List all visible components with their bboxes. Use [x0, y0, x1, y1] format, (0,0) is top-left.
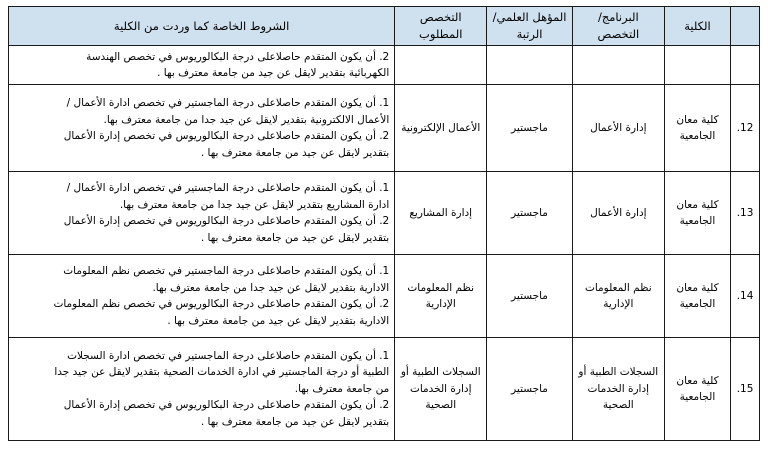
- condition-line: بتقدير لايقل عن جيد من جامعة معترف بها .: [200, 146, 390, 159]
- condition-line: الادارية بتقدير لايقل عن جيد من جامعة معترف بها .: [167, 314, 390, 327]
- condition-line: الطبية أو درجة الماجستير في ادارة الخدمات الصحية بتقدير لايقل عن جيد جدا: [54, 366, 390, 379]
- condition-line: بتقدير لايقل عن جيد من جامعة معترف بها .: [200, 231, 390, 244]
- row-faculty: كلية معان الجامعية: [664, 85, 730, 172]
- row-qualification: ماجستير: [487, 338, 573, 441]
- condition-line: ادارة المشاريع بتقدير لايقل عن جيد جدا من جامعة معترف بها.: [119, 198, 390, 211]
- row-number: [731, 46, 760, 85]
- row-number: 13.: [731, 172, 760, 255]
- condition-line: 2. أن يكون المتقدم حاصلاعلى درجة البكالوريوس في تخصص نظم المعلومات: [53, 298, 390, 310]
- table-row: [9, 46, 760, 85]
- condition-line: 1. أن يكون المتقدم حاصلاعلى درجة الماجستير في تخصص نظم المعلومات: [63, 265, 390, 277]
- condition-line: بتقدير لايقل عن جيد من جامعة معترف بها .: [200, 415, 390, 428]
- row-faculty: كلية معان الجامعية: [664, 338, 730, 441]
- row-specialization: [395, 46, 487, 85]
- row-specialization: إدارة المشاريع: [395, 172, 487, 255]
- row-specialization: السجلات الطبية أو إدارة الخدمات الصحية: [395, 338, 487, 441]
- row-qualification: ماجستير: [487, 172, 573, 255]
- row-conditions: [9, 46, 395, 85]
- condition-line: 1. أن يكون المتقدم حاصلاعلى درجة الماجستير في تخصص ادارة السجلات: [67, 349, 390, 362]
- row-number: 14.: [731, 255, 760, 338]
- row-conditions: [9, 85, 395, 172]
- table-row: [9, 172, 760, 255]
- table-row: [9, 338, 760, 441]
- header-row: [9, 7, 760, 46]
- row-qualification: ماجستير: [487, 85, 573, 172]
- condition-line: الأعمال الالكترونية بتقدير لايقل عن جيد جدا من جامعة معترف بها.: [103, 113, 390, 126]
- condition-line: 2. أن يكون المتقدم حاصلاعلى درجة البكالوريوس في تخصص الهندسة: [86, 50, 390, 63]
- row-conditions: [9, 255, 395, 338]
- table-row: [9, 85, 760, 172]
- row-conditions: [9, 338, 395, 441]
- row-specialization: نظم المعلومات الإدارية: [395, 255, 487, 338]
- conditions-table: [8, 6, 760, 441]
- row-program: إدارة الأعمال: [572, 85, 664, 172]
- row-faculty: كلية معان الجامعية: [664, 172, 730, 255]
- header-conditions: الشروط الخاصة كما وردت من الكلية: [9, 7, 395, 46]
- row-number: 12.: [731, 85, 760, 172]
- condition-line: 2. أن يكون المتقدم حاصلاعلى درجة البكالوريوس في تخصص إدارة الأعمال: [63, 215, 390, 227]
- condition-line: الادارية بتقدير لايقل عن جيد جدا من جامعة معترف بها.: [152, 281, 390, 294]
- table-row: [9, 255, 760, 338]
- row-qualification: ماجستير: [487, 255, 573, 338]
- row-conditions: [9, 172, 395, 255]
- row-program: [572, 46, 664, 85]
- row-specialization: الأعمال الإلكترونية: [395, 85, 487, 172]
- header-specialization: التخصص المطلوب: [395, 7, 487, 46]
- header-number: [731, 7, 760, 46]
- header-qualification: المؤهل العلمي/الرتبة: [487, 7, 573, 46]
- row-qualification: [487, 46, 573, 85]
- row-program: إدارة الأعمال: [572, 172, 664, 255]
- row-faculty: كلية معان الجامعية: [664, 255, 730, 338]
- row-program: السجلات الطبية أو إدارة الخدمات الصحية: [572, 338, 664, 441]
- condition-line: من جامعة معترف بها.: [294, 382, 390, 395]
- condition-line: الكهربائية بتقدير لايقل عن جيد من جامعة معترف بها .: [157, 67, 390, 79]
- row-program: نظم المعلومات الإدارية: [572, 255, 664, 338]
- row-number: 15.: [731, 338, 760, 441]
- condition-line: 1. أن يكون المتقدم حاصلاعلى درجة الماجستير في تخصص ادارة الأعمال /: [66, 97, 390, 109]
- condition-line: 2. أن يكون المتقدم حاصلاعلى درجة البكالوريوس في تخصص إدارة الأعمال: [63, 399, 390, 412]
- header-program: البرنامج/ التخصص: [572, 7, 664, 46]
- row-faculty: [664, 46, 730, 85]
- condition-line: 2. أن يكون المتقدم حاصلاعلى درجة البكالوريوس في تخصص إدارة الأعمال: [63, 130, 390, 142]
- header-faculty: الكلية: [664, 7, 730, 46]
- condition-line: 1. أن يكون المتقدم حاصلاعلى درجة الماجستير في تخصص ادارة الأعمال /: [66, 182, 390, 194]
